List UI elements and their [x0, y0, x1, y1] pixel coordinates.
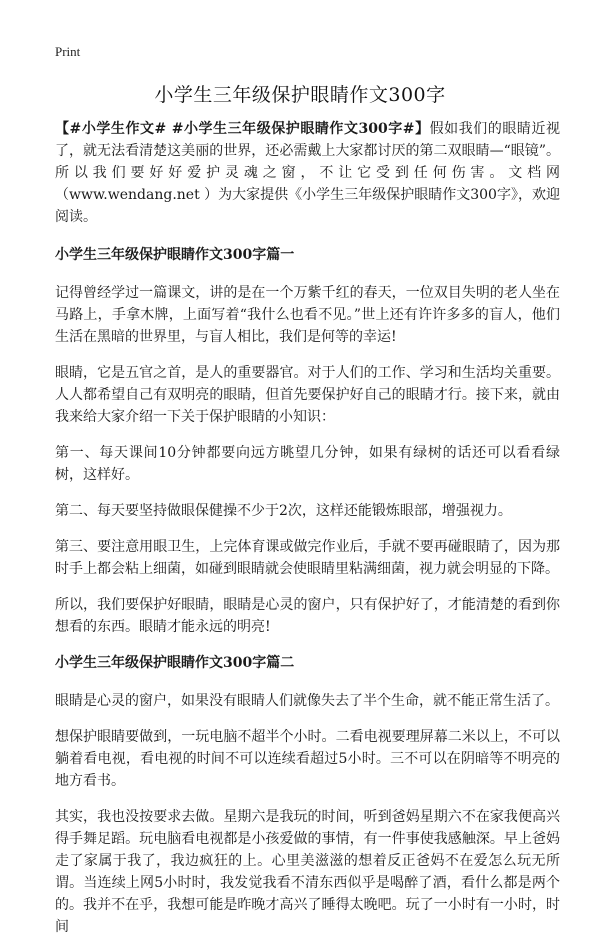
intro-lead: 【#小学生作文# #小学生三年级保护眼睛作文300字#】	[55, 121, 430, 137]
article-body	[55, 118, 560, 952]
paragraph: 第一、每天课间10分钟都要向远方眺望几分钟，如果有绿树的话还可以看看绿树，这样好。	[55, 445, 560, 483]
page-title: 小学生三年级保护眼睛作文300字	[154, 84, 446, 106]
paragraph: 所以，我们要保护好眼睛，眼睛是心灵的窗户，只有保护好了，才能清楚的看到你想看的东西。眼睛才能永远的明亮!	[55, 597, 560, 635]
paragraph: 想保护眼睛要做到，一玩电脑不超半个小时。二看电视要理屏幕二米以上，不可以躺着看电视，看电视的时间不可以连续看超过5小时。三不可以在阴暗等不明亮的地方看书。	[55, 729, 560, 789]
intro-text: 假如我们的眼睛近视了，就无法看清楚这美丽的世界，还必需戴上大家都讨厌的第二双眼睛—“眼镜”。所以我们要好好爱护灵魂之窗，不让它受到任何伤害。文档网（www.wendang.net ）为大家提供《小学生三年级保护眼睛作文300字》，欢迎阅读。	[55, 121, 560, 225]
paragraph: 第二、每天要坚持做眼保健操不少于2次，这样还能锻炼眼部，增强视力。	[55, 503, 512, 519]
paragraph: 其实，我也没按要求去做。星期六是我玩的时间，听到爸妈星期六不在家我便高兴得手舞足蹈。玩电脑看电视都是小孩爱做的事情，有一件事使我感触深。早上爸妈走了家属于我了，我边疯狂的上。心里美滋滋的想着反正爸妈不在爱怎么玩无所谓。当连续上网5小时时，我发觉我看不清东西似乎是喝醉了酒，看什么都是两个的。我并不在乎，我想可能是昨晚才高兴了睡得太晚吧。玩了一小时有一小时，时间	[55, 809, 560, 935]
paragraph: 记得曾经学过一篇课文，讲的是在一个万紫千红的春天，一位双目失明的老人坐在马路上，手拿木牌，上面写着“我什么也看不见。”世上还有许许多多的盲人，他们生活在黑暗的世界里，与盲人相比，我们是何等的幸运!	[55, 285, 560, 345]
section-heading: 小学生三年级保护眼睛作文300字篇二	[55, 655, 295, 671]
paragraph: 眼睛，它是五官之首，是人的重要器官。对于人们的工作、学习和生活均关重要。人人都希望自己有双明亮的眼睛，但首先要保护好自己的眼睛才行。接下来，就由我来给大家介绍一下关于保护眼睛的小知识：	[55, 365, 560, 425]
print-link[interactable]: Print	[55, 44, 81, 59]
intro-paragraph	[55, 118, 560, 228]
paragraph: 第三、要注意用眼卫生，上完体育课或做完作业后，手就不要再碰眼睛了，因为那时手上都会粘上细菌，如碰到眼睛就会使眼睛里粘满细菌，视力就会明显的下降。	[55, 539, 560, 577]
section-heading: 小学生三年级保护眼睛作文300字篇一	[55, 247, 295, 263]
paragraph: 眼睛是心灵的窗户，如果没有眼睛人们就像失去了半个生命，就不能正常生活了。	[55, 693, 559, 709]
